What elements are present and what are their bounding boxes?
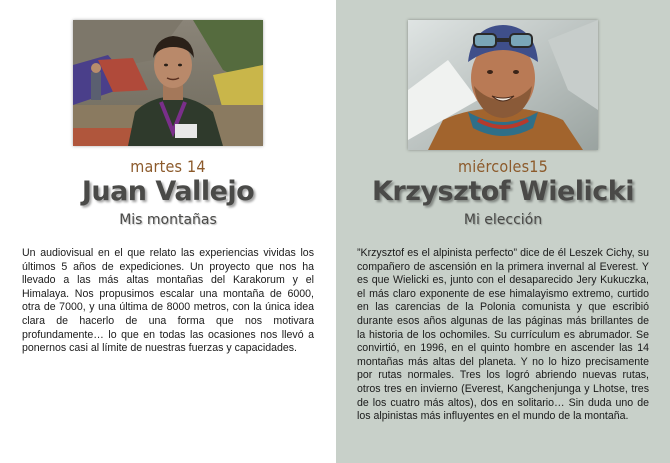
- talk-description: Un audiovisual en el que relato las experiencias vividas los últimos 5 años de expediciones. Un proyecto que nos ha llevado a las más altas montañas del Karakorum y el Himalaya. Nos propusimos escalar una montaña de 6000, otra de 7000, y una última de 8000 metros, con la única idea clara de hacerlo de una forma que nos motivara profundamente… lo que en todas las ocasiones nos llevó a ponernos casi al límite de nuestras fuerzas y capacidades.: [22, 247, 314, 355]
- speaker-name: Juan Vallejo: [81, 176, 255, 207]
- talk-title: Mi elección: [463, 212, 543, 228]
- right-event-panel: [336, 0, 670, 463]
- talk-title: Mis montañas: [119, 212, 217, 228]
- speaker-name: Krzysztof Wielicki: [371, 176, 634, 207]
- event-date: martes 14: [130, 157, 206, 176]
- krzysztof-wielicki-photo: [408, 20, 598, 150]
- event-date: miércoles15: [457, 157, 549, 176]
- juan-vallejo-photo: [73, 20, 263, 146]
- talk-description: ”Krzysztof es el alpinista perfecto” dice de él Leszek Cichy, su compañero de ascensión en la primera invernal al Everest. Y es que Wielicki es, junto con el desaparecido Jery Kukuczka, el más claro exponente de ese himalayismo extremo, curtido en las carencias de la Polonia comunista y que escribió durante esos años algunas de las páginas más brillantes de la historia de los ochomiles. Su currículum es abrumador. Se convirtió, en 1996, en el quinto hombre en ascender las 14 montañas más altas del planeta. Y no lo hizo precisamente por rutas normales. Tres los logró abriendo nuevas rutas, otros tres en invierno (Everest, Kangchenjunga y Lhotse, tres de los cuatro más altos), dos en solitario… Sin duda uno de los alpinistas más influyentes en el mundo de la montaña.: [357, 247, 649, 423]
